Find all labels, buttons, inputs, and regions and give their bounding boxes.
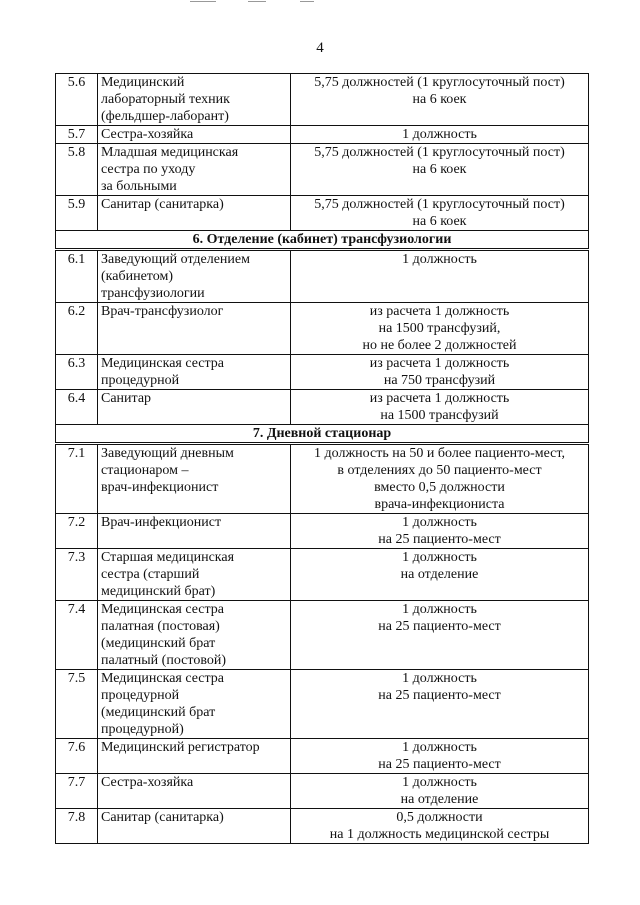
staff-norm-line: вместо 0,5 должности bbox=[374, 480, 505, 495]
staff-norm-line: 1 должность bbox=[402, 515, 477, 530]
staff-norm-line: на 1 должность медицинской сестры bbox=[329, 827, 550, 842]
position-title bbox=[98, 739, 291, 774]
position-title-line: Сестра-хозяйка bbox=[101, 127, 194, 142]
position-title bbox=[98, 144, 291, 196]
scan-edge-marks bbox=[0, 0, 640, 6]
staff-norm-line: 1 должность на 50 и более пациенто-мест, bbox=[314, 446, 565, 461]
row-number: 5.7 bbox=[56, 126, 98, 144]
staff-norm bbox=[291, 670, 589, 739]
staff-norm bbox=[291, 126, 589, 144]
staff-norm-line: на 750 трансфузий bbox=[383, 373, 496, 388]
position-title-line: палатный (постовой) bbox=[101, 653, 226, 668]
staff-norm bbox=[291, 250, 589, 303]
section-header bbox=[56, 231, 589, 250]
position-title-line: Санитар bbox=[101, 391, 152, 406]
section-title: 7. Дневной стационар bbox=[56, 425, 589, 444]
position-title-line: Медицинский bbox=[101, 75, 185, 90]
position-title bbox=[98, 126, 291, 144]
position-title-line: процедурной) bbox=[101, 722, 184, 737]
page-number: 4 bbox=[316, 40, 324, 56]
staff-norm-line: на 25 пациенто-мест bbox=[378, 532, 501, 547]
row-number: 6.2 bbox=[56, 303, 98, 355]
staff-norm-line: из расчета 1 должность bbox=[369, 391, 510, 406]
position-title bbox=[98, 303, 291, 355]
position-title bbox=[98, 74, 291, 126]
row-number: 7.6 bbox=[56, 739, 98, 774]
position-title bbox=[98, 196, 291, 231]
position-title bbox=[98, 355, 291, 390]
section-header bbox=[56, 425, 589, 444]
position-title bbox=[98, 774, 291, 809]
staff-norm-line: на отделение bbox=[400, 567, 479, 582]
row-number: 7.5 bbox=[56, 670, 98, 739]
position-title-line: (медицинский брат bbox=[101, 636, 216, 651]
staff-norm-line: на отделение bbox=[400, 792, 479, 807]
table-row bbox=[56, 126, 589, 144]
position-title-line: за больными bbox=[101, 179, 177, 194]
staff-norm-line: на 25 пациенто-мест bbox=[378, 619, 501, 634]
position-title bbox=[98, 601, 291, 670]
position-title bbox=[98, 809, 291, 844]
staff-norm-line: на 1500 трансфузий bbox=[380, 408, 499, 423]
position-title bbox=[98, 390, 291, 425]
position-title-line: сестра (старший bbox=[101, 567, 200, 582]
position-title-line: Врач-инфекционист bbox=[101, 515, 222, 530]
staff-norm bbox=[291, 303, 589, 355]
staff-norm-line: 0,5 должности bbox=[396, 810, 483, 825]
table-row bbox=[56, 601, 589, 670]
position-title-line: Медицинская сестра bbox=[101, 356, 225, 371]
staff-norm bbox=[291, 514, 589, 549]
staff-norm-line: на 25 пациенто-мест bbox=[378, 757, 501, 772]
staff-norm-line: 1 должность bbox=[402, 252, 477, 267]
position-title-line: Санитар (санитарка) bbox=[101, 810, 224, 825]
table-row bbox=[56, 390, 589, 425]
staff-norm-line: 5,75 должностей (1 круглосуточный пост) bbox=[314, 75, 565, 90]
position-title-line: Медицинский регистратор bbox=[101, 740, 260, 755]
position-title-line: (кабинетом) bbox=[101, 269, 173, 284]
position-title-line: Медицинская сестра bbox=[101, 671, 225, 686]
staff-norm-line: 1 должность bbox=[402, 602, 477, 617]
table-row bbox=[56, 774, 589, 809]
position-title-line: палатная (постовая) bbox=[101, 619, 220, 634]
staffing-table-body bbox=[56, 74, 589, 844]
staff-norm-line: врача-инфекциониста bbox=[374, 497, 505, 512]
position-title-line: Старшая медицинская bbox=[101, 550, 235, 565]
position-title-line: Заведующий отделением bbox=[101, 252, 250, 267]
staff-norm-line: на 6 коек bbox=[412, 92, 467, 107]
position-title-line: процедурной bbox=[101, 688, 180, 703]
section-title: 6. Отделение (кабинет) трансфузиологии bbox=[56, 231, 589, 250]
position-title-line: Заведующий дневным bbox=[101, 446, 234, 461]
table-row bbox=[56, 144, 589, 196]
position-title-line: процедурной bbox=[101, 373, 180, 388]
staff-norm bbox=[291, 390, 589, 425]
row-number: 7.3 bbox=[56, 549, 98, 601]
row-number: 6.4 bbox=[56, 390, 98, 425]
table-row bbox=[56, 250, 589, 303]
table-row bbox=[56, 444, 589, 514]
table-row bbox=[56, 355, 589, 390]
row-number: 5.9 bbox=[56, 196, 98, 231]
row-number: 7.8 bbox=[56, 809, 98, 844]
staffing-table bbox=[55, 73, 589, 844]
staff-norm-line: 1 должность bbox=[402, 550, 477, 565]
staff-norm-line: в отделениях до 50 пациенто-мест bbox=[337, 463, 542, 478]
position-title-line: Сестра-хозяйка bbox=[101, 775, 194, 790]
staff-norm bbox=[291, 444, 589, 514]
row-number: 7.4 bbox=[56, 601, 98, 670]
position-title-line: Медицинская сестра bbox=[101, 602, 225, 617]
staff-norm-line: на 6 коек bbox=[412, 162, 467, 177]
staff-norm bbox=[291, 774, 589, 809]
staff-norm-line: на 25 пациенто-мест bbox=[378, 688, 501, 703]
table-row bbox=[56, 514, 589, 549]
row-number: 7.2 bbox=[56, 514, 98, 549]
staff-norm bbox=[291, 809, 589, 844]
position-title-line: (фельдшер-лаборант) bbox=[101, 109, 229, 124]
table-row bbox=[56, 196, 589, 231]
staff-norm bbox=[291, 196, 589, 231]
row-number: 6.1 bbox=[56, 250, 98, 303]
table-row bbox=[56, 670, 589, 739]
position-title-line: лабораторный техник bbox=[101, 92, 230, 107]
table-row bbox=[56, 303, 589, 355]
staff-norm bbox=[291, 355, 589, 390]
table-row bbox=[56, 809, 589, 844]
position-title-line: Врач-трансфузиолог bbox=[101, 304, 224, 319]
table-row bbox=[56, 74, 589, 126]
staff-norm-line: из расчета 1 должность bbox=[369, 304, 510, 319]
table-row bbox=[56, 739, 589, 774]
position-title-line: Санитар (санитарка) bbox=[101, 197, 224, 212]
row-number: 5.8 bbox=[56, 144, 98, 196]
staff-norm-line: из расчета 1 должность bbox=[369, 356, 510, 371]
staff-norm bbox=[291, 601, 589, 670]
staff-norm-line: 1 должность bbox=[402, 127, 477, 142]
position-title-line: врач-инфекционист bbox=[101, 480, 219, 495]
position-title bbox=[98, 514, 291, 549]
staff-norm-line: 1 должность bbox=[402, 740, 477, 755]
staff-norm bbox=[291, 74, 589, 126]
staff-norm-line: но не более 2 должностей bbox=[362, 338, 517, 353]
staff-norm-line: 5,75 должностей (1 круглосуточный пост) bbox=[314, 145, 565, 160]
position-title bbox=[98, 670, 291, 739]
staff-norm-line: 1 должность bbox=[402, 775, 477, 790]
row-number: 5.6 bbox=[56, 74, 98, 126]
position-title-line: (медицинский брат bbox=[101, 705, 216, 720]
row-number: 6.3 bbox=[56, 355, 98, 390]
staff-norm bbox=[291, 739, 589, 774]
position-title bbox=[98, 250, 291, 303]
position-title-line: медицинский брат) bbox=[101, 584, 216, 599]
staff-norm-line: на 1500 трансфузий, bbox=[378, 321, 501, 336]
staff-norm-line: на 6 коек bbox=[412, 214, 467, 229]
staff-norm-line: 1 должность bbox=[402, 671, 477, 686]
row-number: 7.7 bbox=[56, 774, 98, 809]
position-title-line: сестра по уходу bbox=[101, 162, 196, 177]
position-title-line: Младшая медицинская bbox=[101, 145, 239, 160]
staff-norm bbox=[291, 549, 589, 601]
staff-norm-line: 5,75 должностей (1 круглосуточный пост) bbox=[314, 197, 565, 212]
position-title-line: трансфузиологии bbox=[101, 286, 205, 301]
staff-norm bbox=[291, 144, 589, 196]
row-number: 7.1 bbox=[56, 444, 98, 514]
position-title bbox=[98, 549, 291, 601]
table-row bbox=[56, 549, 589, 601]
position-title-line: стационаром – bbox=[101, 463, 189, 478]
position-title bbox=[98, 444, 291, 514]
